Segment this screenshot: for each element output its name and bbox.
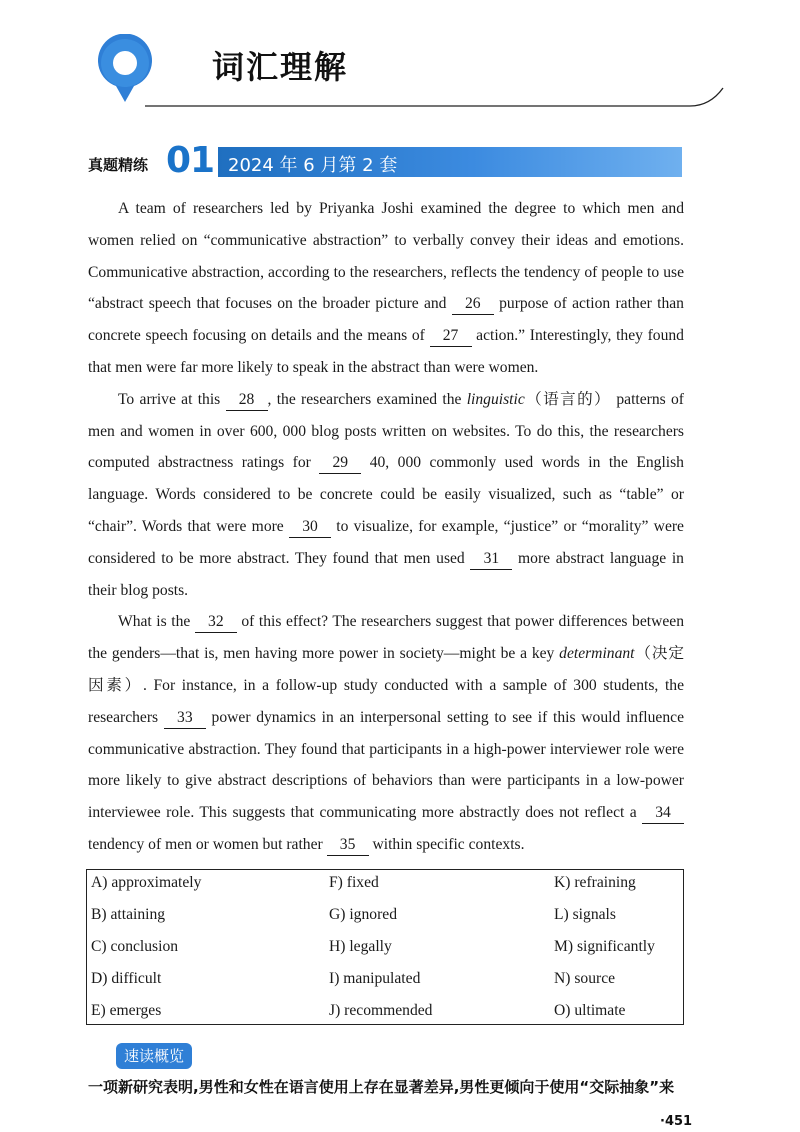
paragraph bbox=[88, 384, 684, 607]
passage-text: action.” Interestingly, they found that men were far more likely to speak in the abstract than were women. bbox=[88, 327, 684, 376]
paragraph bbox=[88, 193, 684, 384]
page-title: 词汇理解 bbox=[212, 48, 349, 86]
blank-28: 28 bbox=[226, 390, 268, 411]
option-item: D) difficult bbox=[91, 970, 162, 987]
blank-33: 33 bbox=[164, 708, 206, 729]
passage-text: more abstract language in their blog posts. bbox=[88, 549, 684, 599]
blank-32: 32 bbox=[195, 612, 237, 633]
section-label: 真题精练 bbox=[88, 156, 149, 174]
overview-text: 一项新研究表明,男性和女性在语言使用上存在显著差异,男性更倾向于使用“交际抽象”来 bbox=[88, 1078, 675, 1096]
section-number: 01 bbox=[166, 140, 215, 181]
passage-text: （决定因素）. For instance, in a follow-up study conducted with a sample of 300 students, the researchers bbox=[88, 645, 684, 726]
page-number bbox=[660, 1114, 692, 1129]
passage-text: What is the bbox=[118, 613, 195, 631]
option-item: G) ignored bbox=[329, 906, 397, 923]
passage-text: within specific contexts. bbox=[368, 835, 525, 853]
passage-text: tendency of men or women but rather bbox=[88, 835, 327, 853]
passage-text: of this effect? The researchers suggest that power differences between the genders—that is, men having more power in society—might be a key bbox=[88, 613, 684, 663]
page-number-value: 451 bbox=[664, 1114, 693, 1129]
blank-26: 26 bbox=[452, 294, 494, 315]
blank-34: 34 bbox=[642, 803, 684, 824]
italic-term: determinant bbox=[559, 645, 635, 663]
option-item: F) fixed bbox=[329, 874, 379, 891]
word-bank bbox=[86, 869, 684, 1025]
blank-29: 29 bbox=[319, 453, 361, 474]
blank-31: 31 bbox=[470, 549, 512, 570]
passage-text: To arrive at this bbox=[118, 390, 226, 408]
passage-text: （语言的） patterns of men and women in over 600, 000 blog posts written on websites. To do this, the researchers computed abstractness ratings for bbox=[88, 390, 685, 472]
passage-text: purpose of action rather than concrete speech focusing on details and the means of bbox=[88, 295, 684, 345]
passage-text: , the researchers examined the bbox=[267, 390, 467, 408]
option-item: B) attaining bbox=[91, 906, 166, 923]
overview-badge: 速读概览 bbox=[116, 1043, 192, 1069]
option-item: O) ultimate bbox=[554, 1002, 626, 1019]
option-item: N) source bbox=[554, 970, 616, 987]
option-item: J) recommended bbox=[329, 1002, 433, 1019]
paragraph bbox=[88, 606, 684, 860]
italic-term: linguistic bbox=[466, 390, 525, 408]
blank-27: 27 bbox=[430, 326, 472, 347]
blank-30: 30 bbox=[289, 517, 331, 538]
option-item: E) emerges bbox=[91, 1002, 162, 1019]
option-item: A) approximately bbox=[91, 874, 202, 891]
option-item: I) manipulated bbox=[329, 970, 421, 987]
reading-passage bbox=[88, 193, 684, 861]
passage-text: to visualize, for example, “justice” or “morality” were considered to be more abstract. They found that men used bbox=[88, 517, 684, 567]
option-item: H) legally bbox=[329, 938, 392, 955]
page-number-mark: · bbox=[660, 1114, 665, 1129]
option-item: M) significantly bbox=[554, 938, 655, 955]
passage-text: 40, 000 commonly used words in the English language. Words considered to be concrete could be easily visualized, such as “table” or “chair”. Words that were more bbox=[88, 454, 684, 535]
blank-35: 35 bbox=[327, 835, 369, 856]
passage-text: A team of researchers led by Priyanka Joshi examined the degree to which men and women relied on “communicative abstraction” to verbally convey their ideas and emotions. Communicative abstraction, according to the researchers, reflects the tendency of people to use “abstract speech that focuses on the broader picture and bbox=[88, 200, 684, 313]
header-divider bbox=[145, 86, 725, 108]
section-subtitle: 2024 年 6 月第 2 套 bbox=[228, 155, 398, 176]
passage-text: power dynamics in an interpersonal setting to see if this would influence communicative abstraction. They found that participants in a high-power interviewer role were more likely to give abstract descriptions of behaviors than were participants in a low-power interviewee role. This suggests that communicating more abstractly does not reflect a bbox=[88, 708, 684, 822]
option-item: L) signals bbox=[554, 906, 616, 923]
option-item: C) conclusion bbox=[91, 938, 179, 955]
section-heading bbox=[88, 142, 688, 182]
option-item: K) refraining bbox=[554, 874, 636, 891]
